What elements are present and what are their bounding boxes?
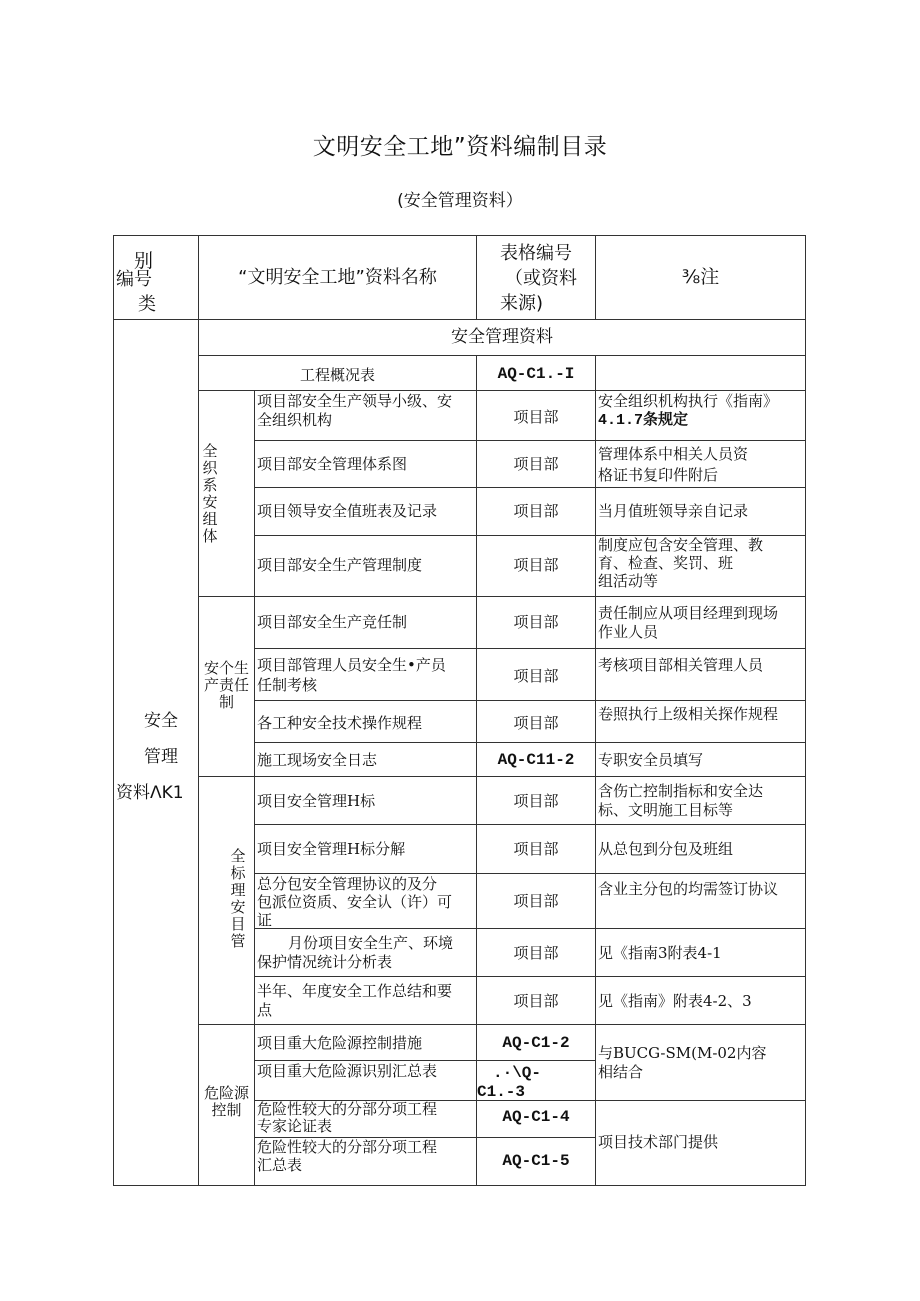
row-note: 管理体系中相关人员资 xyxy=(598,445,749,463)
row-note: 含业主分包的均需签订协议 xyxy=(598,880,779,898)
header-code-line3: 来源) xyxy=(500,293,544,314)
header-code-line1: 表格编号 xyxy=(500,243,572,264)
row-name: 危险性较大的分部分项工程 xyxy=(257,1100,438,1118)
row-name: 项目部安全管理体系图 xyxy=(257,455,408,473)
row-note: 责任制应从项目经理到现场 xyxy=(598,604,779,622)
row-code: .·\Q- xyxy=(493,1064,542,1082)
row-note: 标、文明施工目标等 xyxy=(598,801,734,819)
row-note: 组活动等 xyxy=(598,572,659,590)
row-name: 点 xyxy=(257,1001,273,1019)
category-label-line1: 安全 xyxy=(144,711,178,731)
row-note: 含伤亡控制指标和安全达 xyxy=(598,782,764,800)
row-name: 项目安全管理H标分解 xyxy=(257,840,406,858)
row-code: 项目部 xyxy=(513,892,559,910)
row-note: 当月值班领导亲自记录 xyxy=(598,502,749,520)
row-name: 月份项目安全生产、环境 xyxy=(288,934,454,952)
group-label-hazard: 危险源 控制 xyxy=(203,1084,249,1119)
row-code: 项目部 xyxy=(513,408,559,426)
page-subtitle: (安全管理资料） xyxy=(397,191,523,211)
row-code: 项目部 xyxy=(513,992,559,1010)
category-label-line2: 管理 xyxy=(144,747,178,767)
group-label-org: 全 织 系 安 组 体 xyxy=(202,442,218,545)
row-note: 见《指南》附表4-2、3 xyxy=(598,992,752,1010)
row-code: AQ-C11-2 xyxy=(497,751,575,769)
row-note: 制度应包含安全管理、教 xyxy=(598,536,764,554)
row-name: 汇总表 xyxy=(257,1156,303,1174)
row-note: 格证书复印件附后 xyxy=(598,466,719,484)
header-name: “文明安全工地”资料名称 xyxy=(238,267,437,288)
row-name: 半年、年度安全工作总结和要 xyxy=(257,982,453,1000)
row-name: 全组织机构 xyxy=(257,411,333,429)
row-note: 见《指南3附表4-1 xyxy=(598,944,722,962)
row-name: 危险性较大的分部分项工程 xyxy=(257,1138,438,1156)
row-name: 总分包安全管理协议的及分 xyxy=(257,875,438,893)
row-note: 专职安全员填写 xyxy=(598,751,704,769)
row-note: 4.1.7条规定 xyxy=(598,412,689,429)
group-label-targets: 全 标 理 安 目 管 xyxy=(230,847,246,950)
row-name: 项目重大危险源识别汇总表 xyxy=(257,1062,438,1080)
row-code: 项目部 xyxy=(513,840,559,858)
row-name: 项目重大危险源控制措施 xyxy=(257,1034,423,1052)
section-heading: 安全管理资料 xyxy=(451,327,553,347)
page-title: 文明安全工地”资料编制目录 xyxy=(312,134,608,160)
row-note: 项目技术部门提供 xyxy=(598,1133,719,1151)
row-code: 项目部 xyxy=(513,944,559,962)
row-name: 证 xyxy=(257,911,273,929)
row-note: 作业人员 xyxy=(598,623,659,641)
row-name: 保护情况统计分析表 xyxy=(257,953,393,971)
row-name: 项目安全管理H标 xyxy=(257,792,376,810)
overview-name: 工程概况表 xyxy=(299,366,375,384)
header-note: ⅜注 xyxy=(681,266,720,288)
row-code: AQ-C1-4 xyxy=(502,1108,570,1126)
row-note: 从总包到分包及班组 xyxy=(598,840,734,858)
header-number-label: 编号 xyxy=(116,269,152,290)
row-note: 考核项目部相关管理人员 xyxy=(598,656,764,674)
row-name: 任制考核 xyxy=(257,676,318,694)
row-name: 项目部安全生产领导小级、安 xyxy=(257,392,453,410)
row-code: 项目部 xyxy=(513,502,559,520)
row-code: 项目部 xyxy=(513,792,559,810)
row-note: 育、检查、奖罚、班 xyxy=(598,554,734,572)
row-code: 项目部 xyxy=(513,714,559,732)
row-note: 安全组织机构执行《指南》 xyxy=(598,392,779,410)
row-code: C1.-3 xyxy=(477,1083,526,1101)
row-code: 项目部 xyxy=(513,556,559,574)
row-note: 相结合 xyxy=(598,1063,644,1081)
row-name: 项目部管理人员安全生•产员 xyxy=(257,656,446,674)
header-class-char: 类 xyxy=(138,294,156,315)
row-code: 项目部 xyxy=(513,613,559,631)
row-name: 项目领导安全值班表及记录 xyxy=(257,502,438,520)
row-name: 项目部安全生产竞任制 xyxy=(257,613,408,631)
header-category-char: 别 xyxy=(134,250,154,272)
row-name: 专家论证表 xyxy=(257,1117,333,1135)
row-name: 各工种安全技术操作规程 xyxy=(257,714,423,732)
row-note: 卷照执行上级相关探作规程 xyxy=(598,705,779,723)
row-name: 施工现场安全日志 xyxy=(257,751,378,769)
row-code: 项目部 xyxy=(513,455,559,473)
row-name: 项目部安全生产管理制度 xyxy=(257,556,423,574)
row-note: 与BUCG-SM(M-02内容 xyxy=(598,1044,767,1062)
row-code: AQ-C1-2 xyxy=(502,1034,570,1052)
row-name: 包派位资质、安全认（许）可 xyxy=(257,893,453,911)
header-code-line2: （或资料 xyxy=(505,268,577,289)
row-code: 项目部 xyxy=(513,667,559,685)
category-label-line3: 资料ΛK1 xyxy=(116,783,184,803)
row-code: AQ-C1-5 xyxy=(502,1152,570,1170)
overview-code: AQ-C1.-I xyxy=(497,365,575,383)
group-label-responsibility: 安个生 产责任 制 xyxy=(203,659,249,711)
